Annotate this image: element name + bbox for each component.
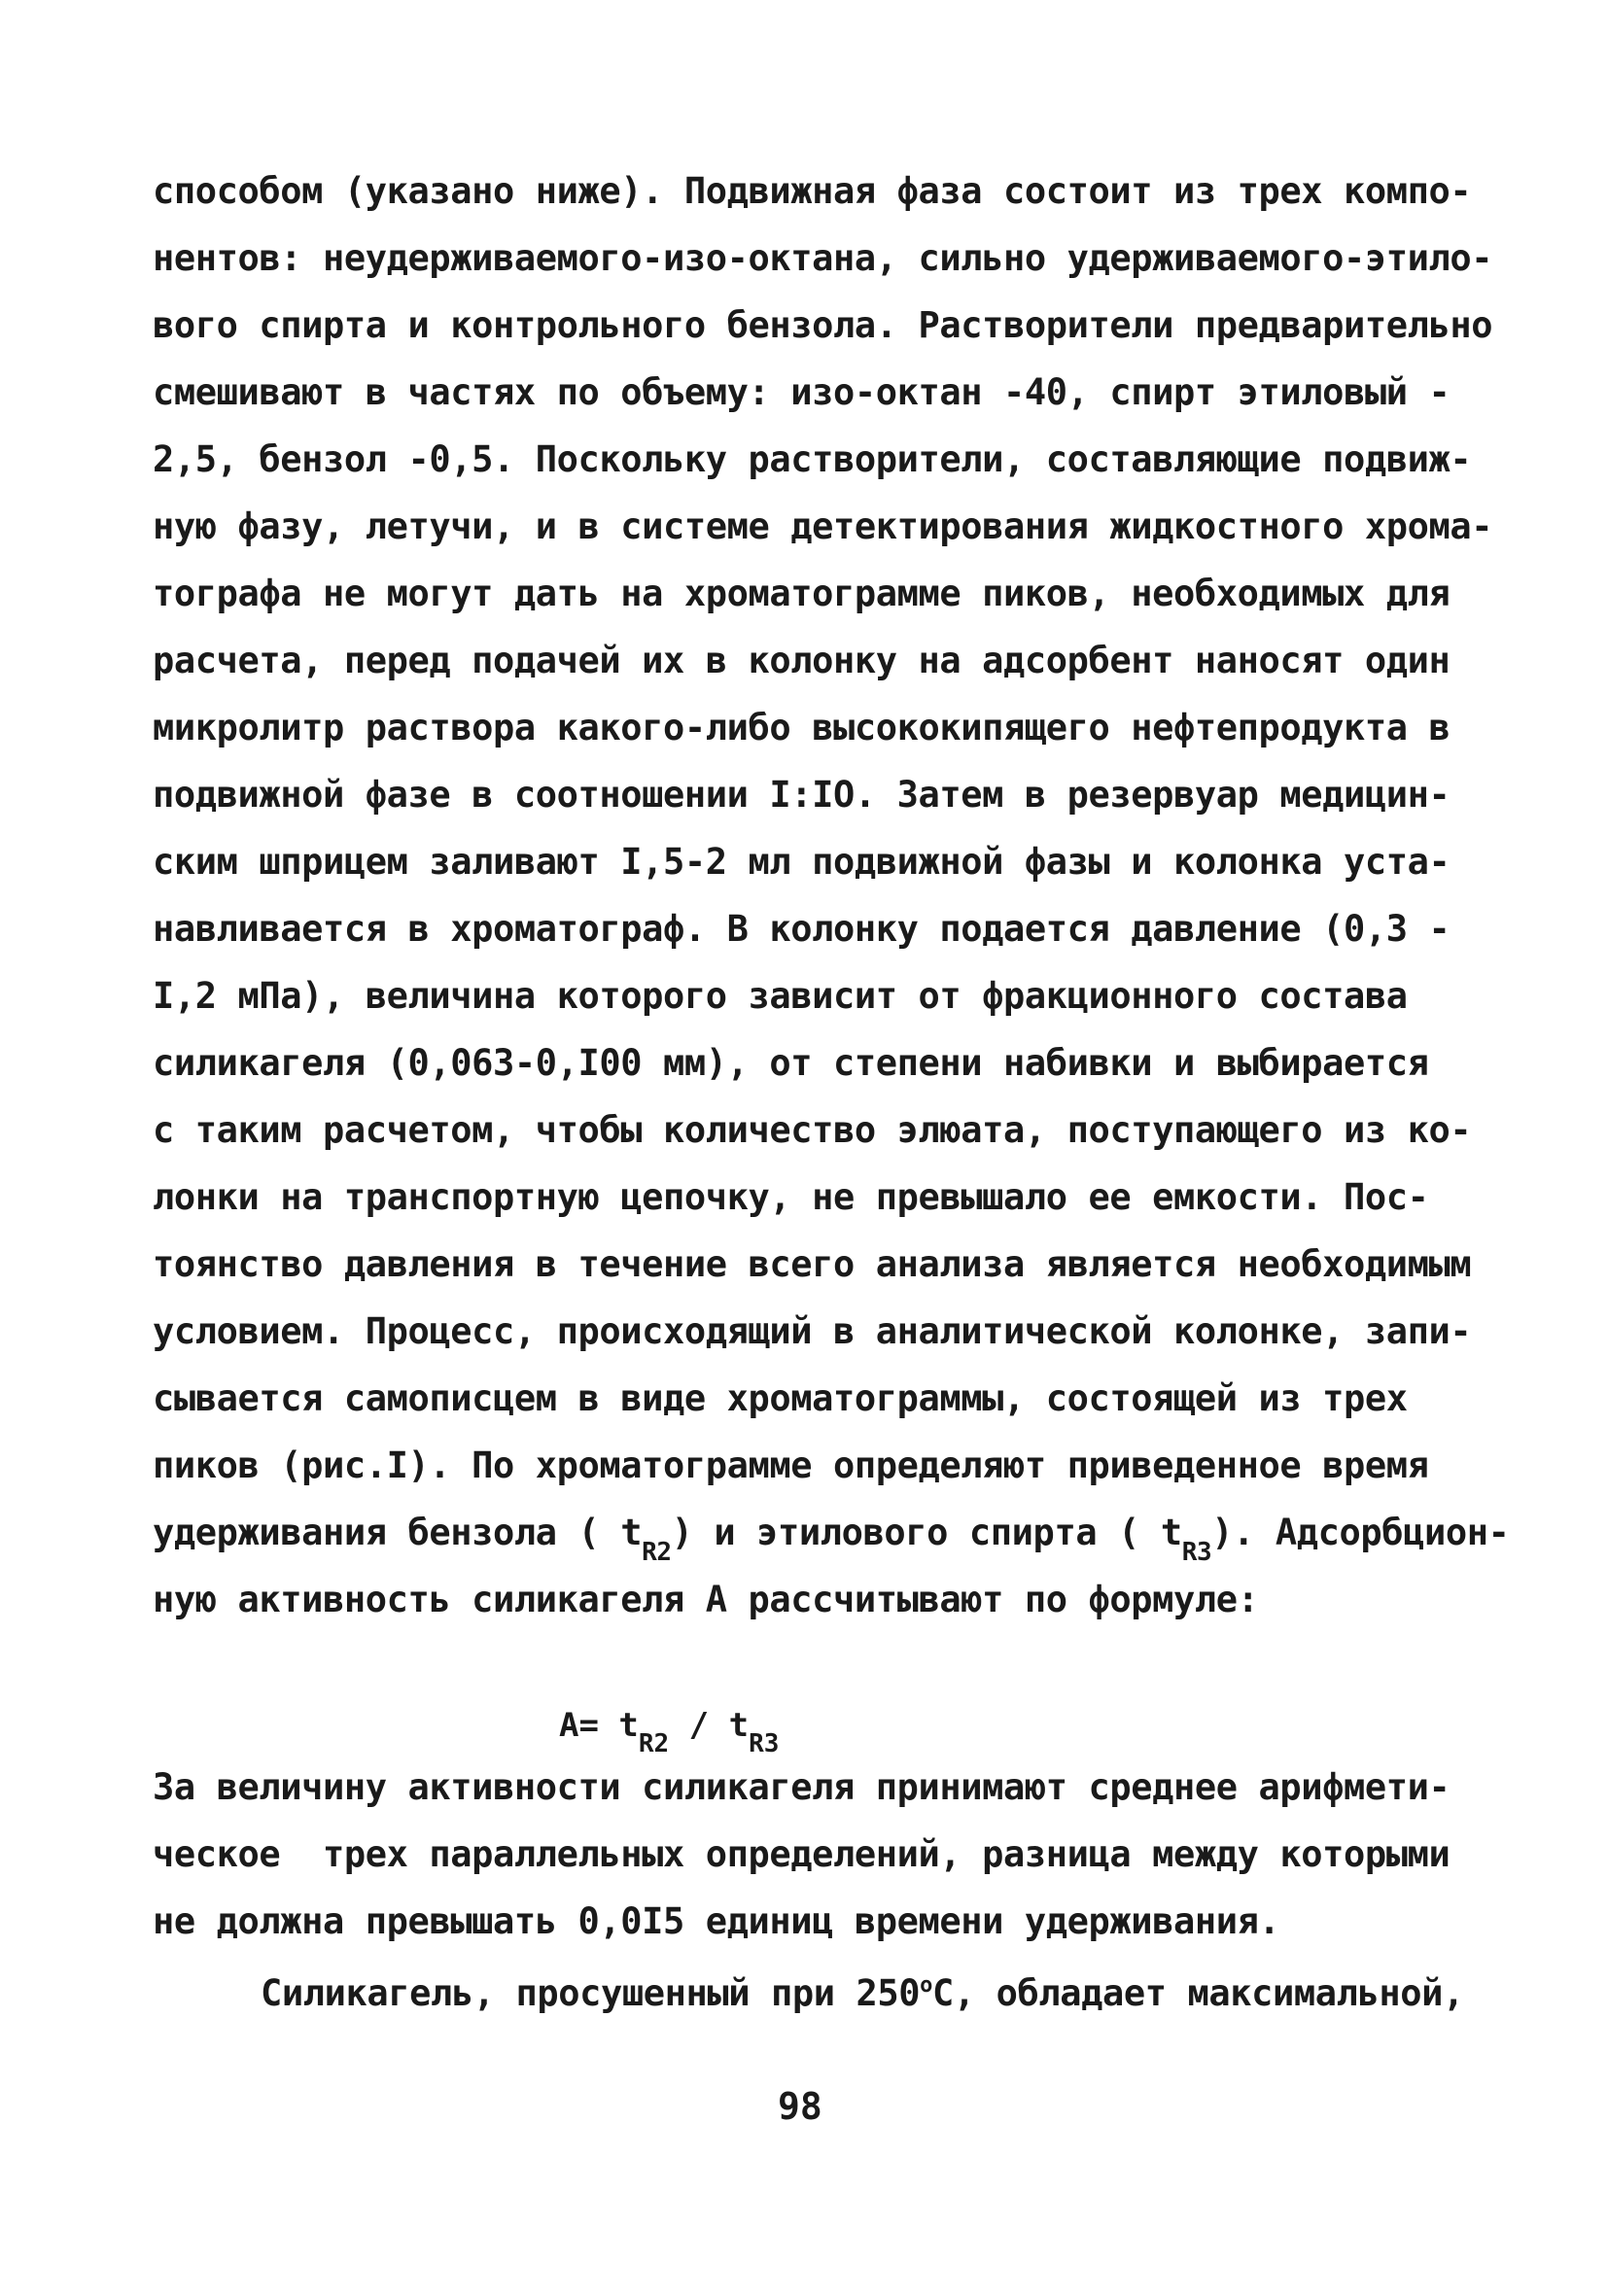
text-segment: удерживания бензола ( t [153,1512,643,1553]
text-line: расчета, перед подачей их в колонку на адсорбент наносят один [153,640,1451,681]
text-line: с таким расчетом, чтобы количество элюата, поступающего из ко- [153,1109,1472,1151]
text-line: ским шприцем заливают I,5-2 мл подвижной фазы и колонка уста- [153,841,1451,883]
text-line: пиков (рис.I). По хроматограмме определяют приведенное время [153,1444,1429,1486]
text-line: способом (указано ниже). Подвижная фаза состоит из трех компо- [153,170,1472,212]
text-line: вого спирта и контрольного бензола. Растворители предварительно [153,304,1493,346]
text-line: тоянство давления в течение всего анализа является необходимым [153,1243,1472,1285]
subscript: R3 [1181,1538,1212,1567]
text-line: тографа не могут дать на хроматограмме пиков, необходимых для [153,573,1451,614]
subscript: R2 [638,1729,670,1758]
text-line: За величину активности силикагеля принимают среднее арифмети- [153,1766,1451,1808]
text-line: нентов: неудерживаемого-изо-октана, сильно удерживаемого-этило- [153,237,1493,279]
text-segment: ) и этилового спирта ( t [671,1512,1182,1553]
text-segment: ). Адсорбцион- [1211,1512,1510,1553]
text-line: условием. Процесс, происходящий в аналитической колонке, запи- [153,1310,1472,1352]
text-line: лонки на транспортную цепочку, не превышало ее емкости. Пос- [153,1176,1429,1218]
superscript: o [920,1973,933,1998]
text-line: ную фазу, летучи, и в системе детектирования жидкостного хрома- [153,505,1493,547]
text-line: смешивают в частях по объему: изо-октан -40, спирт этиловый - [153,371,1451,413]
text-line: подвижной фазе в соотношении I:IO. Затем в резервуар медицин- [153,774,1451,816]
formula-segment: A= t [559,1706,639,1745]
text-segment: С, обладает максимальной, [932,1972,1464,2014]
text-line: ческое трех параллельных определений, разница между которыми [153,1833,1451,1875]
text-line: микролитр раствора какого-либо высококипящего нефтепродукта в [153,707,1451,748]
text-line: силикагеля (0,063-0,I00 мм), от степени набивки и выбирается [153,1042,1429,1084]
text-line: 2,5, бензол -0,5. Поскольку растворители, составляющие подвиж- [153,438,1472,480]
activity-formula [559,1706,779,1758]
text-line-with-superscript [261,1972,1464,2014]
text-line: I,2 мПа), величина которого зависит от фракционного состава [153,975,1408,1017]
text-segment: Силикагель, просушенный при 250 [261,1972,921,2014]
text-line-with-subscripts [153,1514,1509,1565]
text-line: не должна превышать 0,0I5 единиц времени удерживания. [153,1900,1280,1942]
formula-segment: / t [669,1706,750,1745]
text-line: ную активность силикагеля А рассчитывают по формуле: [153,1579,1259,1620]
subscript: R2 [642,1538,672,1567]
text-line: навливается в хроматограф. В колонку подается давление (0,3 - [153,908,1451,950]
text-line: сывается самописцем в виде хроматограммы, состоящей из трех [153,1377,1408,1419]
page-number: 98 [778,2085,822,2128]
subscript: R3 [749,1729,780,1758]
